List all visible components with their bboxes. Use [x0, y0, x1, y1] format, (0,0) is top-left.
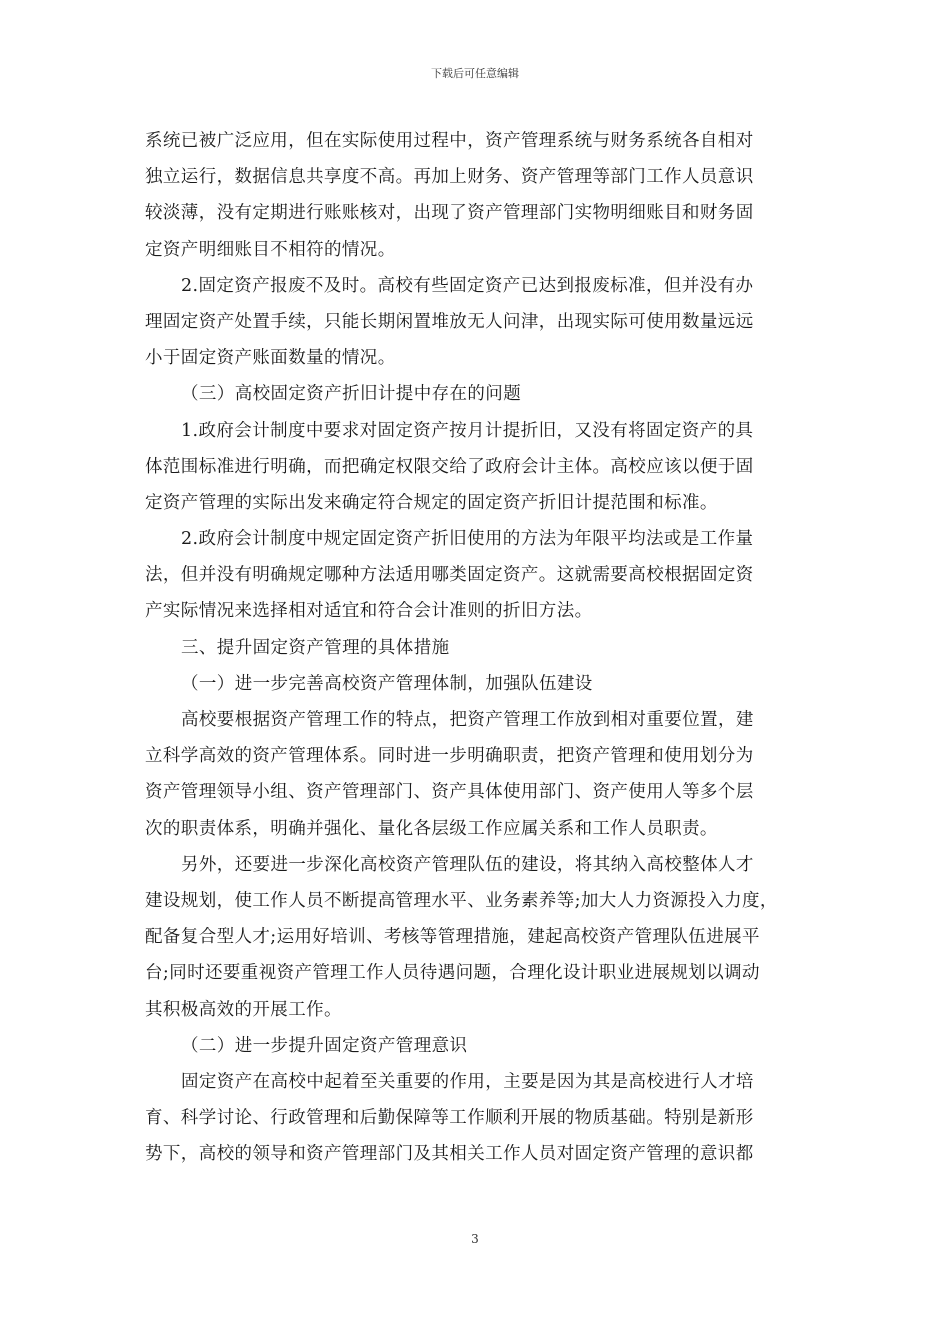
paragraph [145, 630, 807, 666]
text-line: 产实际情况来选择相对适宜和符合会计准则的折旧方法。 [145, 601, 593, 622]
paragraph [145, 521, 807, 630]
text-line: 独立运行，数据信息共享度不高。再加上财务、资产管理等部门工作人员意识 [145, 167, 754, 188]
text-line: 定资产明细账目不相符的情况。 [145, 239, 396, 260]
text-line: 台;同时还要重视资产管理工作人员待遇问题，合理化设计职业进展规划以调动 [145, 963, 760, 984]
paragraph [145, 847, 807, 1028]
text-line: 势下，高校的领导和资产管理部门及其相关工作人员对固定资产管理的意识都 [145, 1144, 754, 1165]
text-line: （一）进一步完善高校资产管理体制，加强队伍建设 [181, 673, 593, 694]
text-line: 育、科学讨论、行政管理和后勤保障等工作顺利开展的物质基础。特别是新形 [145, 1108, 754, 1129]
text-line: 建设规划，使工作人员不断提高管理水平、业务素养等;加大人力资源投入力度， [145, 890, 778, 911]
text-line: 1.政府会计制度中要求对固定资产按月计提折旧，又没有将固定资产的具 [181, 420, 754, 441]
paragraph [145, 123, 807, 268]
text-line: 高校要根据资产管理工作的特点，把资产管理工作放到相对重要位置，建 [181, 710, 754, 730]
paragraph [145, 1028, 807, 1064]
text-line: 其积极高效的开展工作。 [145, 999, 342, 1020]
paragraph [145, 666, 807, 702]
text-line: 定资产管理的实际出发来确定符合规定的固定资产折旧计提范围和标准。 [145, 492, 718, 513]
text-line: 法，但并没有明确规定哪种方法适用哪类固定资产。这就需要高校根据固定资 [145, 565, 754, 586]
text-line: 配备复合型人才;运用好培训、考核等管理措施，建起高校资产管理队伍进展平 [145, 927, 760, 948]
text-line: 2.固定资产报废不及时。高校有些固定资产已达到报废标准，但并没有办 [181, 275, 754, 296]
text-line: 体范围标准进行明确，而把确定权限交给了政府会计主体。高校应该以便于固 [145, 456, 754, 477]
document-body [145, 123, 807, 1172]
paragraph [145, 1064, 807, 1173]
text-line: 2.政府会计制度中规定固定资产折旧使用的方法为年限平均法或是工作量 [181, 529, 754, 550]
text-line: 系统已被广泛应用，但在实际使用过程中，资产管理系统与财务系统各自相对 [145, 131, 754, 151]
text-line: 理固定资产处置手续，只能长期闲置堆放无人问津，出现实际可使用数量远远 [145, 311, 754, 332]
text-line: 小于固定资产账面数量的情况。 [145, 348, 396, 369]
paragraph [145, 702, 807, 847]
text-line: （三）高校固定资产折旧计提中存在的问题 [181, 384, 522, 405]
paragraph [145, 376, 807, 412]
text-line: 另外，还要进一步深化高校资产管理队伍的建设，将其纳入高校整体人才 [181, 854, 754, 875]
text-line: 次的职责体系，明确并强化、量化各层级工作应属关系和工作人员职责。 [145, 818, 718, 839]
text-line: 资产管理领导小组、资产管理部门、资产具体使用部门、资产使用人等多个层 [145, 782, 754, 803]
text-line: 立科学高效的资产管理体系。同时进一步明确职责，把资产管理和使用划分为 [145, 746, 754, 767]
page-header [0, 66, 950, 82]
text-line: 固定资产在高校中起着至关重要的作用，主要是因为其是高校进行人才培 [181, 1071, 754, 1092]
header-text: 下载后可任意编辑 [431, 67, 519, 80]
paragraph [145, 268, 807, 377]
text-line: （二）进一步提升固定资产管理意识 [181, 1035, 468, 1056]
text-line: 三、提升固定资产管理的具体措施 [181, 637, 450, 658]
page-footer [0, 1232, 950, 1246]
paragraph [145, 413, 807, 522]
page-number: 3 [471, 1232, 479, 1246]
text-line: 较淡薄，没有定期进行账账核对，出现了资产管理部门实物明细账目和财务固 [145, 203, 754, 224]
